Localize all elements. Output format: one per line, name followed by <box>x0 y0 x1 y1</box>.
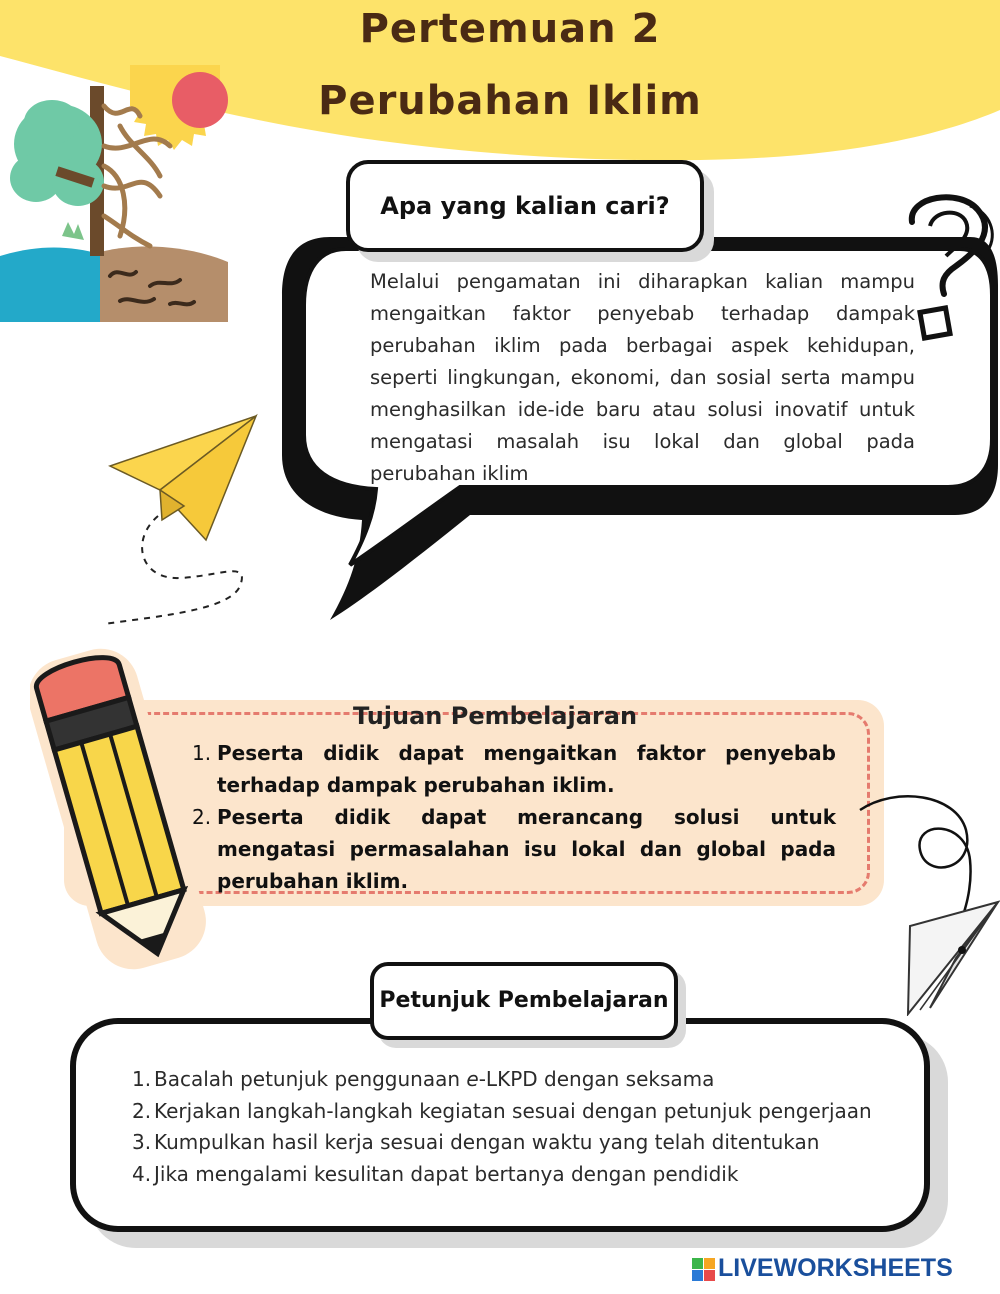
list-item-number: 2. <box>192 805 212 829</box>
list-item-text: Peserta didik dapat merancang solusi untuk mengatasi permasalahan isu lokal dan global pada perubahan iklim. <box>217 805 836 893</box>
watermark-text: LIVEWORKSHEETS <box>718 1254 953 1282</box>
tree-climate-illustration-icon <box>0 86 230 322</box>
list-item-number: 3. <box>132 1130 152 1154</box>
search-section-body: Melalui pengamatan ini diharapkan kalian mampu mengaitkan faktor penyebab terhadap dampak perubahan iklim pada berbagai aspek kehidupan, seperti lingkungan, ekonomi, dan sosial serta mampu menghasilkan ide-ide baru atau solusi inovatif untuk mengatasi masalah isu lokal dan global pada perubahan iklim <box>370 270 915 485</box>
liveworksheets-logo-icon <box>692 1258 716 1282</box>
page-title-line-2: Perubahan Iklim <box>318 78 702 124</box>
list-item-text: Kumpulkan hasil kerja sesuai dengan waktu yang telah ditentukan <box>154 1130 820 1154</box>
list-item <box>132 1127 922 1159</box>
search-section-label: Apa yang kalian cari? <box>346 160 704 252</box>
instructions-list <box>132 1064 922 1190</box>
question-mark-icon <box>900 186 1000 346</box>
list-item-text: Peserta didik dapat mengaitkan faktor penyebab terhadap dampak perubahan iklim. <box>217 741 836 797</box>
white-paper-plane-icon <box>900 898 1000 1016</box>
objectives-title: Tujuan Pembelajaran <box>352 702 638 730</box>
list-item-text: Jika mengalami kesulitan dapat bertanya dengan pendidik <box>154 1161 739 1186</box>
instructions-label: Petunjuk Pembelajaran <box>370 962 678 1040</box>
list-item <box>132 1159 922 1191</box>
paper-plane-icon <box>100 410 270 630</box>
list-item-text: Kerjakan langkah-langkah kegiatan sesuai dengan petunjuk pengerjaan <box>154 1098 872 1123</box>
list-item <box>132 1096 922 1128</box>
objectives-list <box>190 737 836 897</box>
list-item-number: 1. <box>132 1067 152 1091</box>
pencil-icon <box>30 640 210 970</box>
list-item-text-post: -LKPD dengan seksama <box>478 1067 715 1091</box>
page-title-line-1: Pertemuan 2 <box>359 6 661 52</box>
list-item-text-em: e <box>466 1067 479 1091</box>
list-item <box>190 737 836 801</box>
list-item-number: 4. <box>132 1161 152 1186</box>
list-item-number: 1. <box>192 741 212 765</box>
list-item-text-pre: Bacalah petunjuk penggunaan <box>154 1067 467 1091</box>
list-item <box>132 1064 922 1096</box>
list-item-number: 2. <box>132 1098 152 1123</box>
list-item <box>190 801 836 897</box>
liveworksheets-watermark[interactable] <box>690 1252 990 1286</box>
